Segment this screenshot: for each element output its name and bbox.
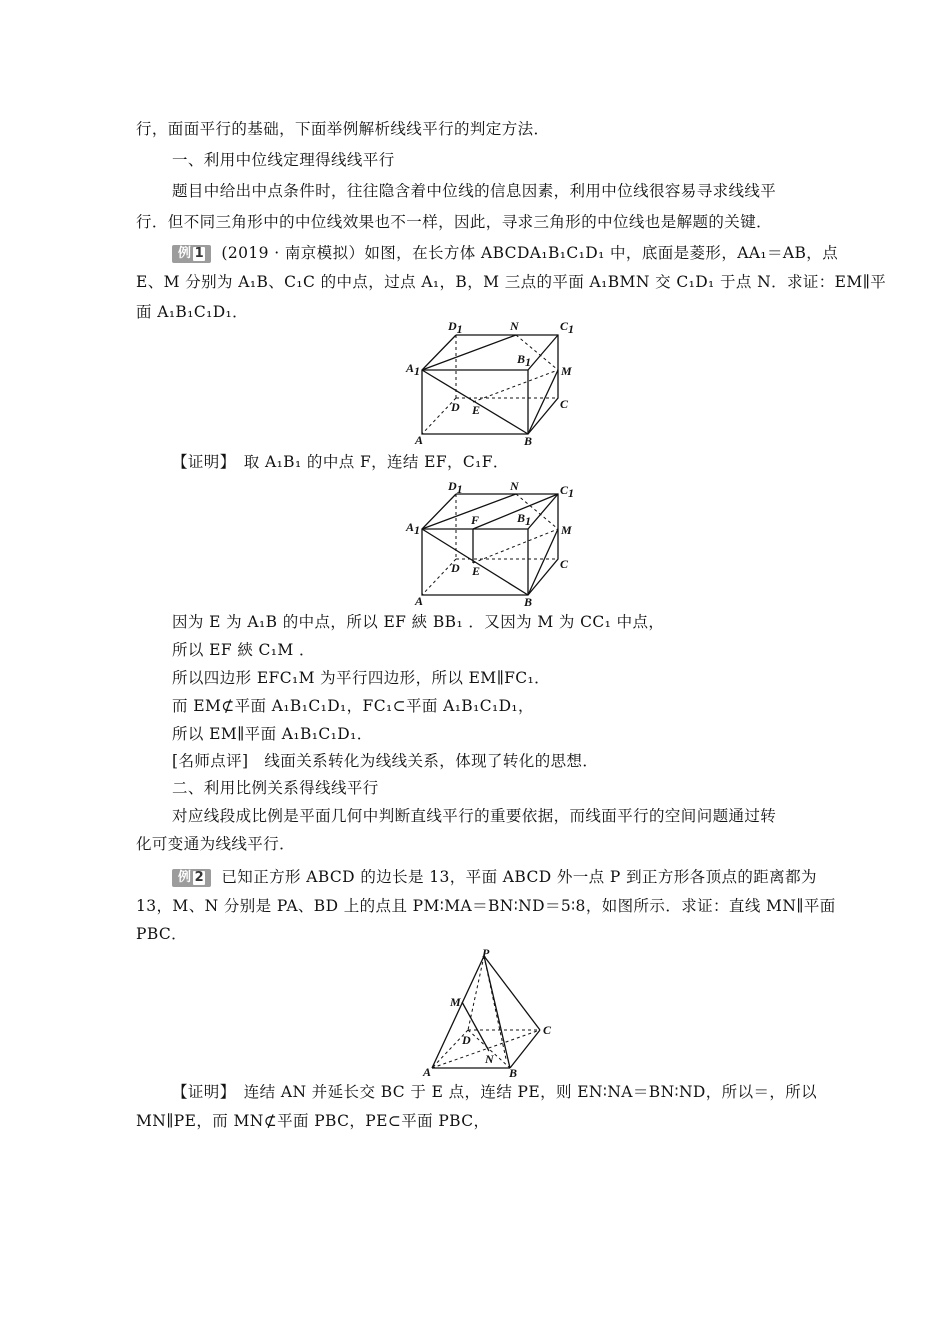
label-D: D: [451, 400, 460, 414]
example-2-line-3: PBC．: [136, 925, 188, 943]
figure-pyramid: [420, 946, 560, 1080]
prism-edges: [422, 335, 558, 434]
figure-prism-2: [400, 479, 580, 609]
proof-2-line-2: MN∥PE，而 MN⊄平面 PBC，PE⊂平面 PBC，: [136, 1112, 490, 1130]
example-1-line-3: 面 A₁B₁C₁D₁．: [136, 303, 249, 321]
proof-1-step-4: 而 EM⊄平面 A₁B₁C₁D₁，FC₁⊂平面 A₁B₁C₁D₁，: [172, 697, 534, 715]
section-heading-1: 一、利用中位线定理得线线平行: [172, 151, 395, 169]
label-B: B: [509, 1066, 518, 1080]
proof-1-step-3: 所以四边形 EFC₁M 为平行四边形，所以 EM∥FC₁．: [172, 669, 551, 687]
label-C: C: [560, 397, 569, 411]
teacher-comment: [名师点评] 线面关系转化为线线关系，体现了转化的思想．: [172, 752, 599, 770]
label-A: A: [423, 1065, 432, 1079]
section-heading-2: 二、利用比例关系得线线平行: [172, 779, 379, 797]
example-2-line-2: 13，M、N 分别是 PA、BD 上的点且 PM∶MA＝BN∶ND＝5∶8，如图所示．求证：直线 MN∥平面: [136, 897, 836, 915]
label-D: D: [462, 1033, 471, 1047]
label-M: M: [561, 364, 572, 378]
label-P: P: [482, 946, 490, 960]
label-M: M: [561, 523, 572, 537]
paragraph-1-line-1: 题目中给出中点条件时，往往隐含着中位线的信息因素，利用中位线很容易寻求线线平: [172, 182, 777, 200]
paragraph-2-line-1: 对应线段成比例是平面几何中判断直线平行的重要依据，而线面平行的空间问题通过转: [172, 807, 777, 825]
label-D1: D1: [448, 319, 463, 336]
example-1-line-1: 例 1 (2019 · 南京模拟）如图，在长方体 ABCDA₁B₁C₁D₁ 中，底面是菱形，AA₁＝AB，点: [172, 242, 852, 264]
label-A: A: [415, 594, 424, 608]
label-B: B: [524, 434, 533, 448]
label-B1: B1: [517, 352, 532, 369]
proof-1-step-2: 所以 EF 綊 C₁M ．: [172, 641, 315, 659]
label-N: N: [510, 319, 519, 333]
label-E: E: [472, 403, 481, 417]
label-A1: A1: [406, 520, 421, 537]
proof-1-step-1: 因为 E 为 A₁B 的中点，所以 EF 綊 BB₁ ．又因为 M 为 CC₁ 中点，: [172, 613, 665, 631]
proof-1-step-5: 所以 EM∥平面 A₁B₁C₁D₁．: [172, 725, 373, 743]
label-B: B: [524, 595, 533, 609]
example-badge: 例 1: [172, 245, 211, 263]
label-E: E: [472, 564, 481, 578]
label-F: F: [471, 513, 480, 527]
label-A1: A1: [406, 361, 421, 378]
prism-edges: [422, 494, 558, 595]
label-C1: C1: [560, 319, 575, 336]
example-badge: 例 2: [172, 869, 211, 887]
label-C1: C1: [560, 483, 575, 500]
paragraph-2-line-2: 化可变通为线线平行．: [136, 835, 296, 853]
paragraph-intro: 行，面面平行的基础，下面举例解析线线平行的判定方法．: [136, 120, 550, 138]
example-2-line-1: 例 2 已知正方形 ABCD 的边长是 13，平面 ABCD 外一点 P 到正方形各顶点的距离都为: [172, 866, 852, 888]
label-N: N: [485, 1052, 494, 1066]
label-M: M: [450, 995, 461, 1009]
label-D1: D1: [448, 479, 463, 496]
example-1-line-2: E、M 分别为 A₁B、C₁C 的中点，过点 A₁，B，M 三点的平面 A₁BMN 交 C₁D₁ 于点 N．求证：EM∥平: [136, 273, 887, 291]
label-C: C: [543, 1023, 552, 1037]
proof-1-intro: 【证明】 取 A₁B₁ 的中点 F，连结 EF，C₁F．: [172, 453, 509, 471]
proof-2-line-1: 【证明】 连结 AN 并延长交 BC 于 E 点，连结 PE，则 EN∶NA＝BN∶ND，所以＝，所以: [172, 1083, 818, 1101]
label-B1: B1: [517, 511, 532, 528]
label-C: C: [560, 557, 569, 571]
paragraph-1-line-2: 行．但不同三角形中的中位线效果也不一样，因此，寻求三角形的中位线也是解题的关键．: [136, 213, 773, 231]
label-A: A: [415, 433, 424, 447]
figure-prism-1: [400, 318, 580, 448]
label-D: D: [451, 561, 460, 575]
label-N: N: [510, 479, 519, 493]
